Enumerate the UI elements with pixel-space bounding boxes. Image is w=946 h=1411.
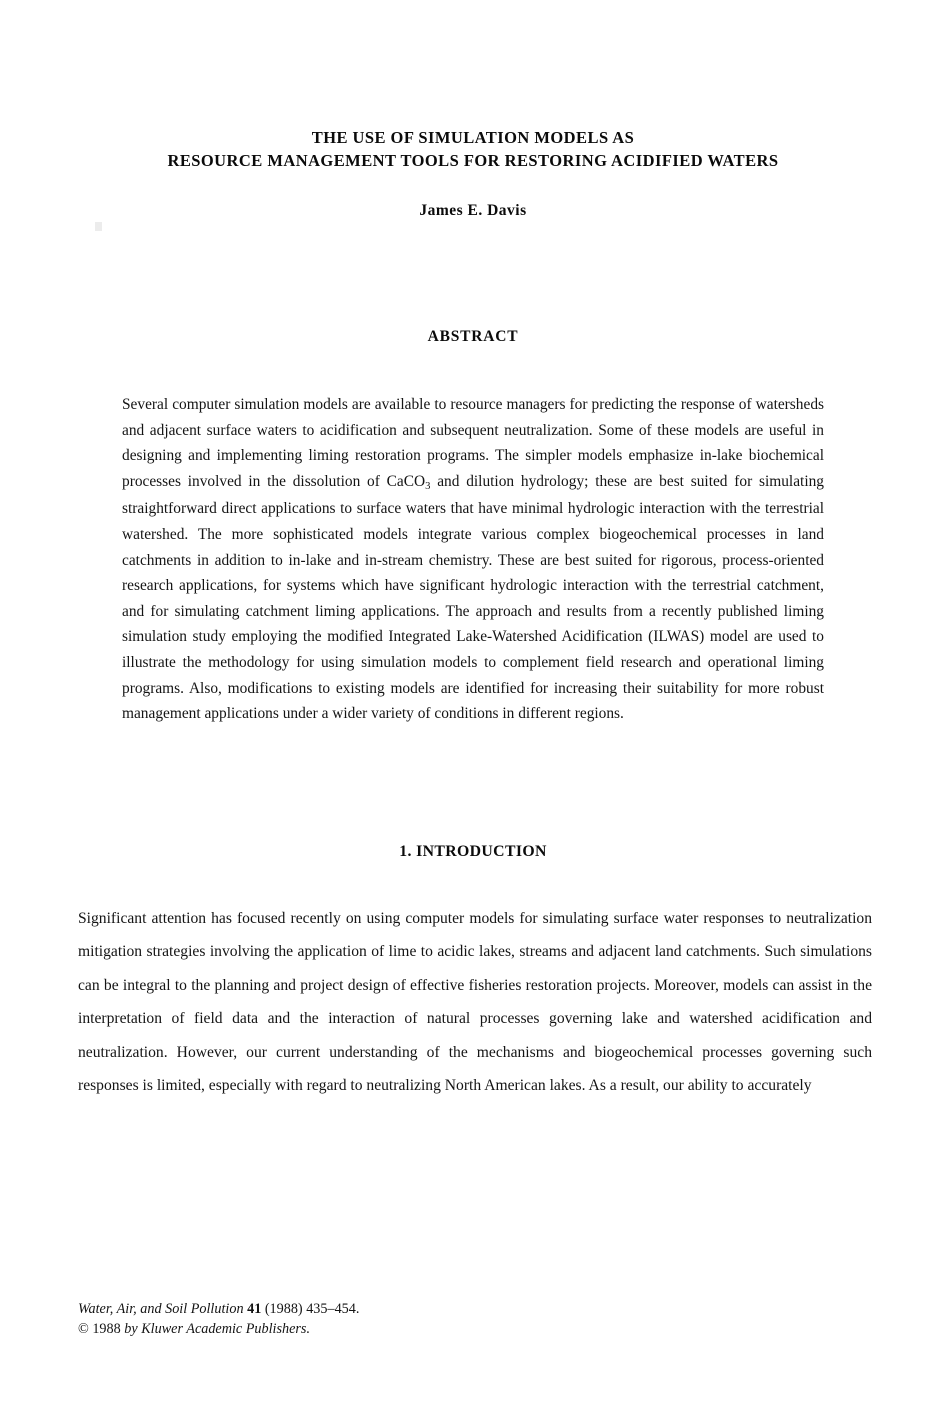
abstract-body (122, 392, 824, 727)
footer-volume: 41 (247, 1301, 262, 1317)
footer-year-pages: (1988) 435–454. (264, 1301, 360, 1317)
page-footer (78, 1300, 718, 1339)
footer-citation-line (78, 1300, 718, 1320)
footer-copyright-line (78, 1320, 718, 1340)
caco3-subscript: 3 (425, 480, 431, 492)
section-heading-introduction: 1. INTRODUCTION (399, 843, 547, 860)
paper-title-block (0, 126, 946, 172)
footer-journal-name: Water, Air, and Soil Pollution (78, 1301, 244, 1317)
page-title-line-1: THE USE OF SIMULATION MODELS AS (311, 128, 635, 147)
footer-copyright-by: by (124, 1320, 138, 1337)
footer-copyright-year: 1988 (92, 1320, 121, 1337)
footer-publisher: Kluwer Academic Publishers. (141, 1320, 310, 1337)
author-name: James E. Davis (419, 202, 527, 219)
abstract-text-part-2: and dilution hydrology; these are best suited for simulating straightforward direct applications to surface waters that have minimal hydrologic interaction with the terrestrial watershed. The more sophisticated models integrate various complex biogeochemical processes in land catchments in addition to in-lake and in-stream chemistry. These are best suited for rigorous, process-oriented research applications, for systems which have significant hydrologic interaction with the terrestrial catchment, and for simulating catchment liming applications. The approach and results from a recently published liming simulation study employing the modified Integrated Lake-Watershed Acidification (ILWAS) model are used to illustrate the methodology for using simulation models to complement field research and operational liming programs. Also, modifications to existing models are identified for increasing their suitability for more robust management applications under a wider variety of conditions in different regions. (122, 472, 824, 723)
abstract-heading: ABSTRACT (427, 328, 519, 345)
copyright-icon: © (78, 1320, 89, 1337)
scan-artifact-speck (95, 222, 102, 231)
introduction-paragraph: Significant attention has focused recently on using computer models for simulating surface water responses to neutralization mitigation strategies involving the application of lime to acidic lakes, streams and adjacent land catchments. Such simulations can be integral to the planning and project design of effective fisheries restoration projects. Moreover, models can assist in the interpretation of field data and the interaction of natural processes governing lake and watershed acidification and neutralization. However, our current understanding of the mechanisms and biogeochemical processes governing such responses is limited, especially with regard to neutralizing North American lakes. As a result, our ability to accurately (78, 910, 872, 1095)
abstract-text-part-1: Several computer simulation models are available to resource managers for predicting the response of watersheds and adjacent surface waters to acidification and subsequent neutralization. Some of these models are useful in designing and implementing liming restoration programs. The simpler models emphasize in-lake biochemical processes involved in the dissolution of CaCO (122, 396, 824, 490)
page-title-line-2: RESOURCE MANAGEMENT TOOLS FOR RESTORING ACIDIFIED WATERS (167, 151, 779, 170)
